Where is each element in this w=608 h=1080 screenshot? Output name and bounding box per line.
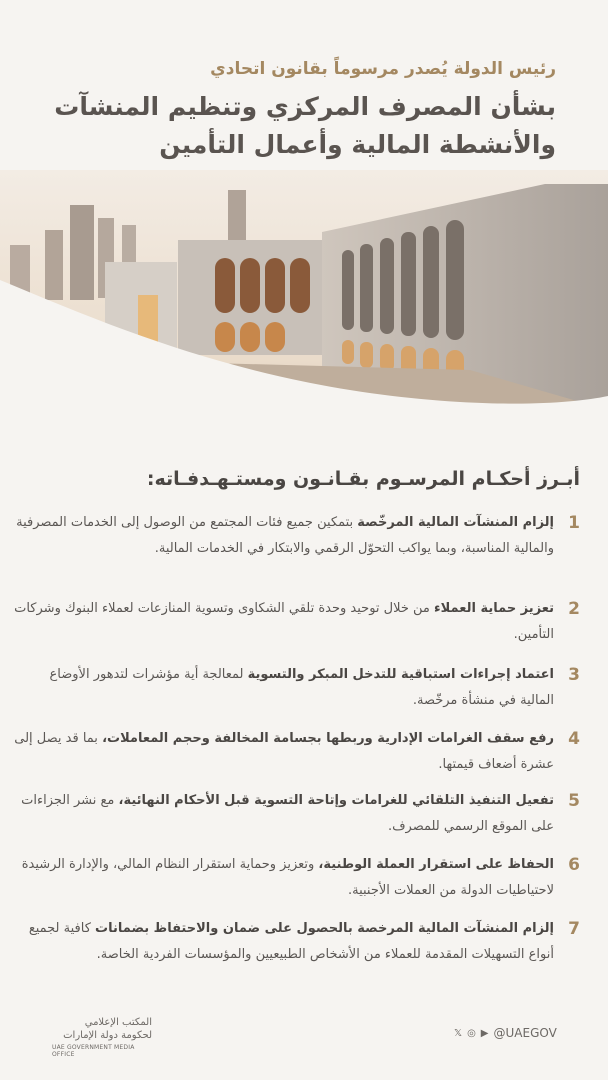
item-text [14, 662, 554, 714]
office-name-ar-2: لحكومة دولة الإمارات [63, 1030, 152, 1041]
central-bank-building-photo [0, 170, 608, 440]
x-icon: 𝕏 [454, 1027, 463, 1039]
header [20, 58, 556, 163]
list-item [14, 788, 580, 852]
youtube-icon: ▶ [480, 1027, 489, 1039]
item-body-text: من خلال توحيد وحدة تلقي الشكاوى وتسوية المنازعات لعملاء البنوك وشركات التأمين. [14, 601, 554, 642]
item-body-text: لمعالجة أية مؤشرات لتدهور الأوضاع المالية في منشأة مرخّصة. [49, 667, 554, 708]
list-item [14, 726, 580, 788]
item-number: 6 [568, 855, 580, 875]
instagram-icon: ◎ [467, 1027, 476, 1039]
item-bold-text: إلزام المنشآت المالية المرخصة بالحصول على ضمان والاحتفاظ بضمانات [95, 921, 554, 936]
social-handle [454, 1026, 557, 1040]
list-item [14, 852, 580, 916]
list-item [14, 510, 580, 596]
headline [20, 88, 556, 163]
footer [0, 1016, 608, 1056]
item-number: 5 [568, 791, 580, 811]
item-bold-text: الحفاظ على استقرار العملة الوطنية، [318, 857, 554, 872]
list-item [14, 596, 580, 662]
item-bold-text: تفعيل التنفيذ التلقائي للغرامات وإتاحة التسوية قبل الأحكام النهائية، [118, 793, 554, 808]
item-body-text: بما قد يصل إلى عشرة أضعاف قيمتها. [14, 731, 554, 772]
provisions-list [14, 510, 580, 1002]
office-name-ar-1: المكتب الإعلامي [84, 1017, 152, 1028]
item-body-text: وتعزيز وحماية استقرار النظام المالي، والإدارة الرشيدة لاحتياطيات الدولة من العملات الأجنبية. [21, 857, 554, 898]
item-number: 7 [568, 919, 580, 939]
item-body-text: مع نشر الجزاءات على الموقع الرسمي للمصرف. [21, 793, 554, 834]
item-text [14, 916, 554, 968]
headline-line-1: بشأن المصرف المركزي وتنظيم المنشآت [54, 92, 556, 122]
item-text [14, 788, 554, 840]
item-text [14, 726, 554, 778]
list-item [14, 662, 580, 726]
item-bold-text: رفع سقف الغرامات الإدارية وربطها بجسامة المخالفة وحجم المعاملات، [102, 731, 554, 746]
headline-line-2: والأنشطة المالية وأعمال التأمين [159, 129, 556, 159]
item-text [14, 510, 554, 562]
media-office-logo [52, 1016, 152, 1058]
item-body-text: بتمكين جميع فئات المجتمع من الوصول إلى الخدمات المصرفية والمالية المناسبة، وبما يواكب التحوّل الرقمي والابتكار في الخدمات المالية. [16, 515, 554, 556]
item-number: 4 [568, 729, 580, 749]
office-name-en: UAE GOVERNMENT MEDIA OFFICE [52, 1044, 135, 1058]
item-bold-text: إلزام المنشآت المالية المرخّصة [357, 515, 554, 530]
item-text [14, 852, 554, 904]
item-bold-text: تعزيز حماية العملاء [434, 601, 554, 616]
item-text [14, 596, 554, 648]
item-number: 1 [568, 513, 580, 533]
section-title: أبـرز أحكـام المرسـوم بقـانـون ومستـهـدفـاته: [146, 468, 580, 490]
item-number: 3 [568, 665, 580, 685]
item-body-text: كافية لجميع أنواع التسهيلات المقدمة للعملاء من الأشخاص الطبيعيين والمؤسسات الفردية الخاصة. [28, 921, 554, 962]
kicker-text: رئيس الدولة يُصدر مرسوماً بقانون اتحادي [210, 59, 556, 79]
handle-text: @UAEGOV [493, 1026, 557, 1040]
item-bold-text: اعتماد إجراءات استباقية للتدخل المبكر والتسوية [247, 667, 554, 682]
item-number: 2 [568, 599, 580, 619]
list-item [14, 916, 580, 1002]
